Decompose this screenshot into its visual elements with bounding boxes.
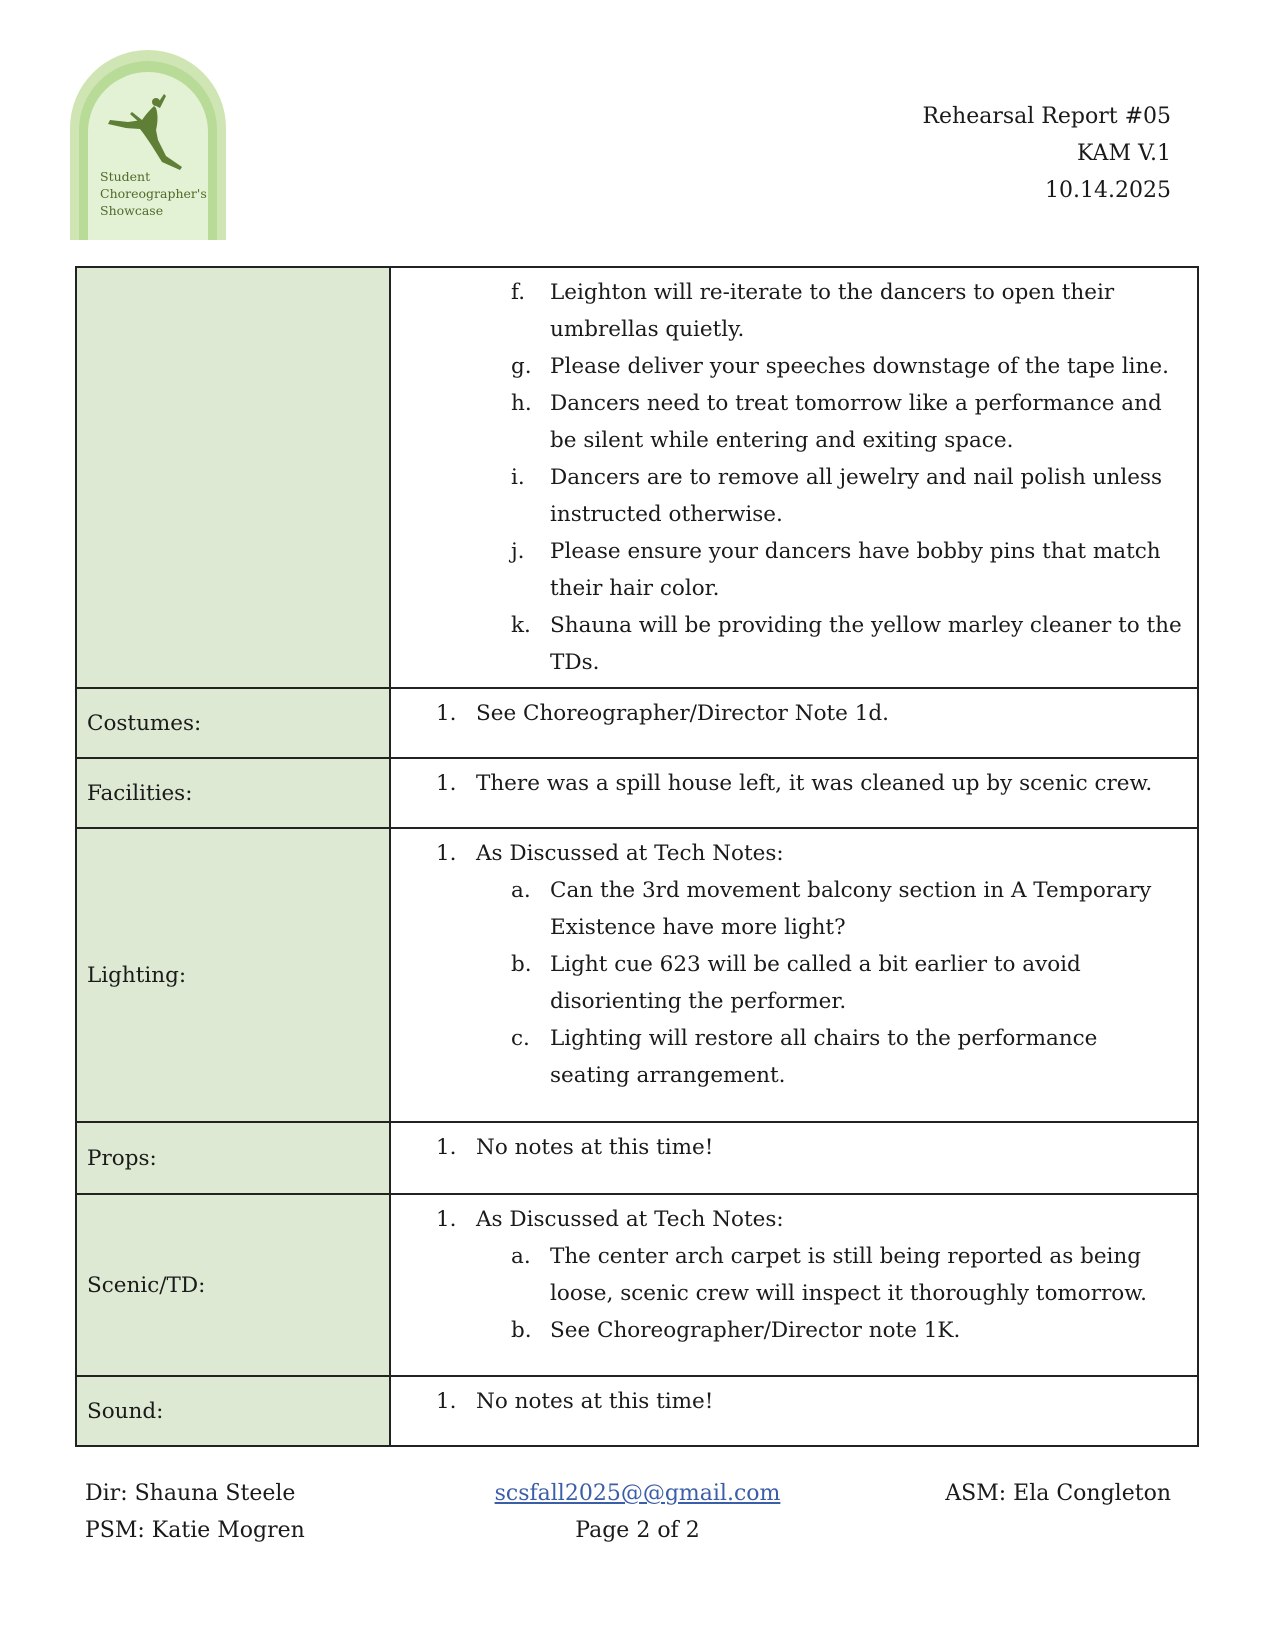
row-content <box>390 1376 1198 1446</box>
list-item: k. Shauna will be providing the yellow marley cleaner to the TDs. <box>511 613 1182 675</box>
row-label-empty <box>76 267 390 688</box>
list-item: a. Can the 3rd movement balcony section in A Temporary Existence have more light? <box>511 878 1152 940</box>
email-link[interactable]: scsfall2025@@gmail.com <box>494 1481 781 1506</box>
list-item: j. Please ensure your dancers have bobby pins that match their hair color. <box>511 539 1161 601</box>
asm-name: ASM: Ela Congleton <box>945 1481 1171 1506</box>
table-row <box>76 1376 1198 1446</box>
list-item: i. Dancers are to remove all jewelry and nail polish unless instructed otherwise. <box>511 465 1163 527</box>
director-name: Dir: Shauna Steele <box>85 1481 296 1506</box>
row-content <box>390 828 1198 1122</box>
row-content <box>390 1194 1198 1376</box>
row-content <box>390 1122 1198 1194</box>
row-label-sound: Sound: <box>76 1376 390 1446</box>
row-label-costumes: Costumes: <box>76 688 390 758</box>
list-item: 1. No notes at this time! <box>436 1389 714 1414</box>
list-item: b. See Choreographer/Director note 1K. <box>511 1318 961 1343</box>
list-item: 1. As Discussed at Tech Notes: <box>436 841 784 866</box>
table-row <box>76 828 1198 1122</box>
page-number: Page 2 of 2 <box>575 1518 700 1543</box>
row-label-props: Props: <box>76 1122 390 1194</box>
list-item: 1. There was a spill house left, it was cleaned up by scenic crew. <box>436 771 1153 796</box>
table-row <box>76 688 1198 758</box>
footer-right <box>945 1475 1171 1512</box>
table-row <box>76 758 1198 828</box>
list-item: g. Please deliver your speeches downstage of the tape line. <box>511 354 1169 379</box>
table-row <box>76 267 1198 688</box>
report-header <box>922 98 1171 209</box>
list-item: 1. See Choreographer/Director Note 1d. <box>436 701 889 726</box>
list-item: 1. No notes at this time! <box>436 1135 714 1160</box>
row-label-facilities: Facilities: <box>76 758 390 828</box>
list-item: a. The center arch carpet is still being reported as being loose, scenic crew will inspect it thoroughly tomorrow. <box>511 1244 1147 1306</box>
list-item: h. Dancers need to treat tomorrow like a performance and be silent while entering and exiting space. <box>511 391 1162 453</box>
list-item: 1. As Discussed at Tech Notes: <box>436 1207 784 1232</box>
logo-text <box>100 168 207 219</box>
table-row <box>76 1194 1198 1376</box>
row-content <box>390 758 1198 828</box>
logo-line: Student <box>100 169 151 184</box>
table-row <box>76 1122 1198 1194</box>
report-date: 10.14.2025 <box>1045 178 1171 203</box>
logo-line: Choreographer's <box>100 186 207 201</box>
list-item: b. Light cue 623 will be called a bit earlier to avoid disorienting the performer. <box>511 952 1081 1014</box>
row-content <box>390 267 1198 688</box>
row-label-lighting: Lighting: <box>76 828 390 1122</box>
list-item: c. Lighting will restore all chairs to the performance seating arrangement. <box>511 1026 1098 1088</box>
notes-table <box>75 266 1199 1447</box>
psm-name: PSM: Katie Mogren <box>85 1518 305 1543</box>
row-content <box>390 688 1198 758</box>
logo-line: Showcase <box>100 203 164 218</box>
report-version: KAM V.1 <box>1077 141 1171 166</box>
showcase-logo <box>70 50 226 240</box>
row-label-scenic: Scenic/TD: <box>76 1194 390 1376</box>
list-item: f. Leighton will re-iterate to the dancers to open their umbrellas quietly. <box>511 280 1115 342</box>
report-number: Rehearsal Report #05 <box>922 104 1171 129</box>
